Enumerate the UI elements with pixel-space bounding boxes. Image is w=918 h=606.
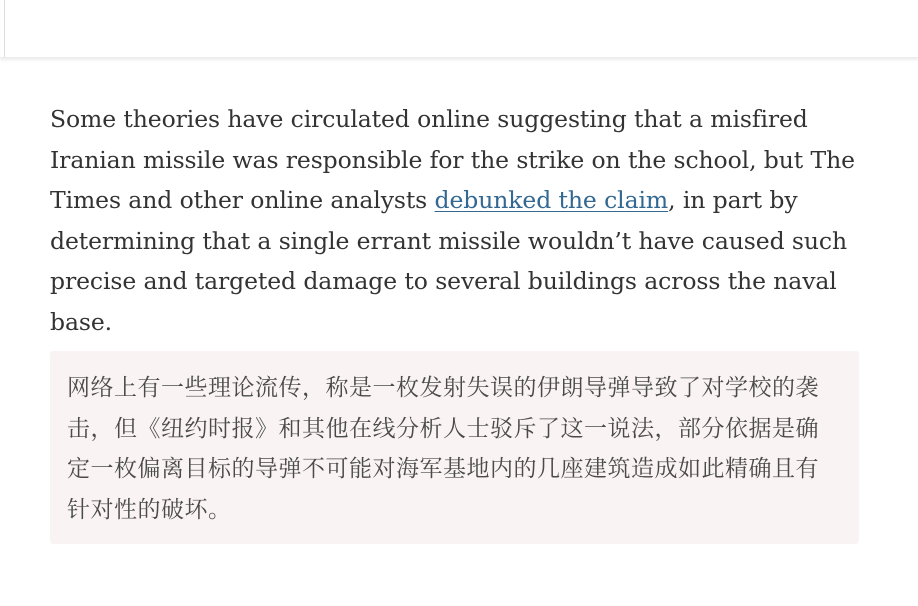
debunked-claim-link[interactable]: debunked the claim [434, 186, 669, 214]
header-divider [4, 0, 5, 57]
paragraph-text-before-link: Some theories have circulated online suggesting that a misfired Iranian missile was responsible for the strike on the school, but The Times and other online analysts [50, 105, 855, 214]
paragraph-text-after-link: , in part by determining that a single errant missile wouldn’t have caused such precise and targeted damage to several buildings across the naval base. [50, 186, 847, 336]
chinese-translation-box [50, 351, 859, 544]
chinese-paragraph: 网络上有一些理论流传，称是一枚发射失误的伊朗导弹导致了对学校的袭击，但《纽约时报》和其他在线分析人士驳斥了这一说法，部分依据是确定一枚偏离目标的导弹不可能对海军基地内的几座建筑造成如此精确且有针对性的破坏。 [67, 375, 819, 523]
top-header-bar [0, 0, 918, 58]
article-body [50, 99, 865, 342]
english-paragraph [50, 99, 865, 342]
